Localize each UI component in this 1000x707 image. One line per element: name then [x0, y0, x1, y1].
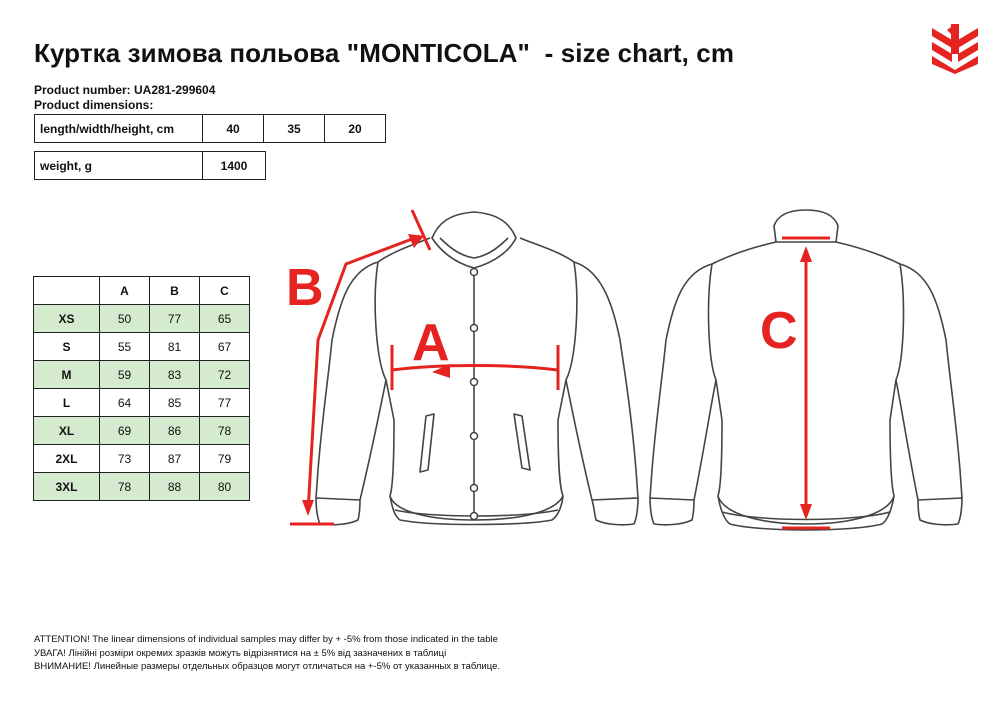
size-value-b: 83 — [150, 361, 200, 389]
size-value-c: 77 — [200, 389, 250, 417]
weight-value: 1400 — [203, 152, 266, 180]
weight-label: weight, g — [35, 152, 203, 180]
size-value-a: 78 — [100, 473, 150, 501]
measurement-labels — [286, 259, 798, 372]
dimension-height: 20 — [325, 115, 386, 143]
size-value-a: 50 — [100, 305, 150, 333]
size-value-b: 77 — [150, 305, 200, 333]
dimensions-label: length/width/height, cm — [35, 115, 203, 143]
note-ru: ВНИМАНИЕ! Линейные размеры отдельных образцов могут отличаться на +-5% от указанных в таблице. — [34, 661, 500, 672]
size-value-b: 88 — [150, 473, 200, 501]
label-c: C — [760, 302, 798, 360]
dimension-length: 40 — [203, 115, 264, 143]
page-title: Куртка зимова польова "MONTICOLA" - size chart, cm — [34, 38, 735, 68]
size-header-b: B — [150, 277, 200, 305]
size-header-a: A — [100, 277, 150, 305]
size-value-c: 79 — [200, 445, 250, 473]
size-value-b: 87 — [150, 445, 200, 473]
jacket-front-drawing — [316, 212, 638, 525]
measurement-c — [782, 238, 830, 528]
size-value-a: 64 — [100, 389, 150, 417]
size-value-a: 69 — [100, 417, 150, 445]
product-dimensions-label: Product dimensions: — [34, 98, 154, 112]
label-a: A — [412, 314, 450, 372]
note-uk: УВАГА! Лінійні розміри окремих зразків можуть відрізнятися на ± 5% від зазначених в таблиці — [34, 647, 447, 659]
size-header-c: C — [200, 277, 250, 305]
size-value-a: 59 — [100, 361, 150, 389]
size-value-b: 85 — [150, 389, 200, 417]
dimension-width: 35 — [264, 115, 325, 143]
size-value-a: 55 — [100, 333, 150, 361]
size-label: XL — [34, 417, 100, 445]
size-value-c: 67 — [200, 333, 250, 361]
size-label: 3XL — [34, 473, 100, 501]
product-number: Product number: UA281-299604 — [34, 83, 216, 97]
size-value-b: 81 — [150, 333, 200, 361]
size-label: M — [34, 361, 100, 389]
size-label: 2XL — [34, 445, 100, 473]
size-value-b: 86 — [150, 417, 200, 445]
size-label: XS — [34, 305, 100, 333]
label-b: B — [286, 259, 324, 317]
size-value-c: 65 — [200, 305, 250, 333]
size-value-c: 72 — [200, 361, 250, 389]
disclaimer-notes — [34, 633, 500, 674]
size-value-a: 73 — [100, 445, 150, 473]
size-value-c: 80 — [200, 473, 250, 501]
size-value-c: 78 — [200, 417, 250, 445]
note-en: ATTENTION! The linear dimensions of individual samples may differ by + -5% from those indicated in the table — [34, 634, 498, 645]
size-label: L — [34, 389, 100, 417]
size-label: S — [34, 333, 100, 361]
